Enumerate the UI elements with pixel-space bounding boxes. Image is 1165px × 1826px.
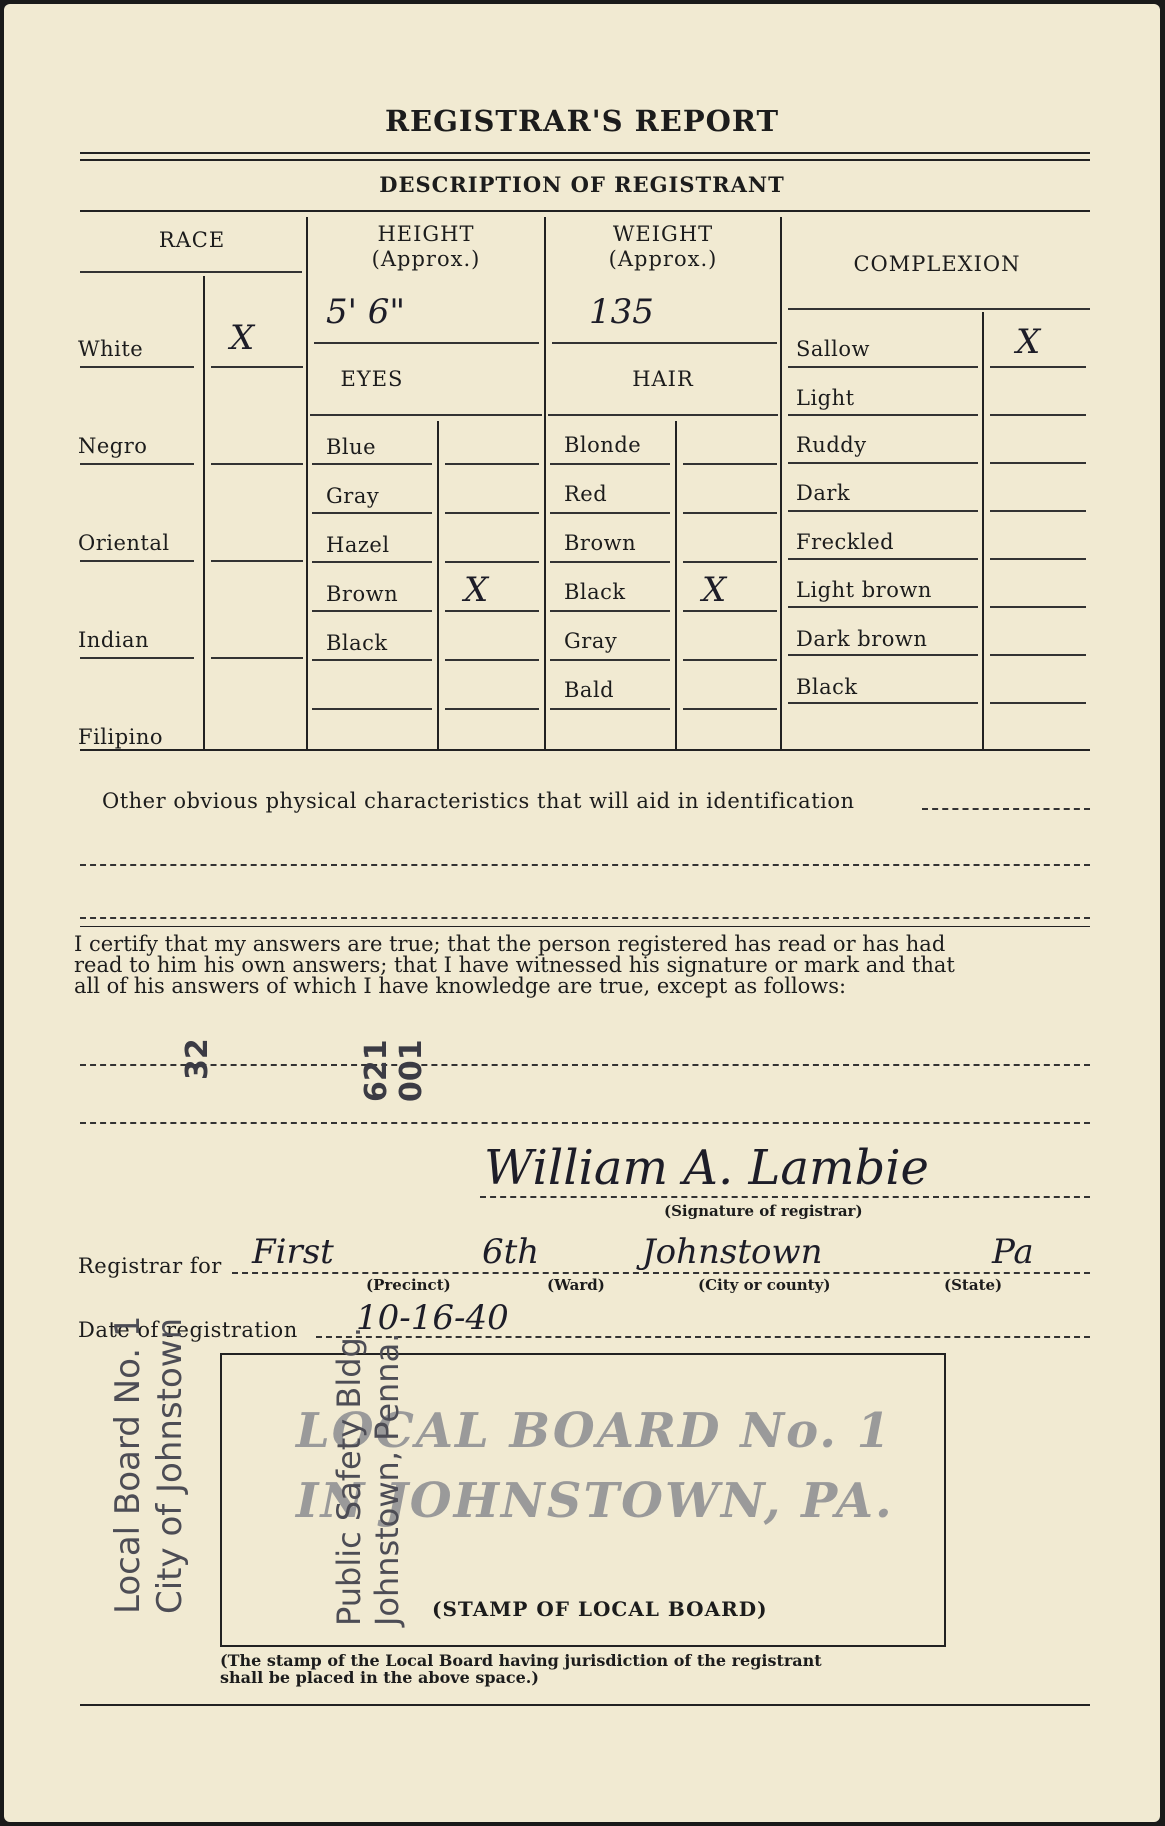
row-line bbox=[788, 654, 978, 656]
row-line bbox=[788, 366, 978, 368]
hair-header-line bbox=[548, 414, 778, 416]
height-value-line bbox=[314, 342, 539, 344]
race-line bbox=[80, 560, 194, 562]
complexion-freckled: Freckled bbox=[796, 530, 895, 554]
row-line bbox=[990, 654, 1086, 656]
signature-caption: (Signature of registrar) bbox=[664, 1202, 863, 1220]
other-line bbox=[80, 864, 1090, 866]
number-stamp-3: 001 bbox=[394, 1039, 429, 1102]
exceptions-line bbox=[80, 1122, 1090, 1124]
footer-note bbox=[220, 1652, 970, 1686]
complexion-divider bbox=[780, 217, 782, 751]
weight-value: 135 bbox=[589, 292, 654, 332]
row-line bbox=[445, 463, 539, 465]
table-bottom-rule bbox=[80, 749, 1090, 751]
stamp-line2: IN JOHNSTOWN, PA. bbox=[296, 1473, 894, 1529]
row-line bbox=[550, 708, 670, 710]
eyes-hazel: Hazel bbox=[326, 533, 390, 557]
stamp-box bbox=[220, 1353, 946, 1647]
eyes-black: Black bbox=[326, 631, 388, 655]
registrar-for-label: Registrar for bbox=[78, 1254, 222, 1278]
certify-line2: read to him his own answers; that I have witnessed his signature or mark and that bbox=[74, 953, 955, 977]
hair-brown: Brown bbox=[564, 531, 637, 555]
race-divider bbox=[203, 276, 205, 751]
row-line bbox=[550, 659, 670, 661]
row-line bbox=[312, 708, 432, 710]
report-title: REGISTRAR'S REPORT bbox=[384, 104, 780, 138]
race-header: RACE bbox=[158, 228, 226, 252]
title-rule-2 bbox=[80, 159, 1090, 161]
row-line bbox=[788, 462, 978, 464]
row-line bbox=[550, 512, 670, 514]
row-line bbox=[788, 702, 978, 704]
complexion-dark: Dark bbox=[796, 481, 851, 505]
row-line bbox=[683, 708, 777, 710]
other-line bbox=[922, 808, 1090, 810]
eyes-header: EYES bbox=[340, 367, 404, 391]
hair-gray: Gray bbox=[564, 629, 618, 653]
height-value: 5' 6" bbox=[326, 292, 406, 332]
number-stamp-2: 621 bbox=[359, 1039, 394, 1102]
title-rule-1 bbox=[80, 152, 1090, 154]
row-line bbox=[990, 510, 1086, 512]
row-line bbox=[445, 561, 539, 563]
section-rule bbox=[80, 926, 1090, 927]
race-mark-line bbox=[211, 657, 303, 659]
hair-black: Black bbox=[564, 580, 626, 604]
row-line bbox=[990, 702, 1086, 704]
complexion-black: Black bbox=[796, 675, 858, 699]
stamp-caption: (STAMP OF LOCAL BOARD) bbox=[432, 1597, 768, 1621]
complexion-ruddy: Ruddy bbox=[796, 433, 867, 457]
precinct-value: First bbox=[252, 1232, 334, 1272]
row-line bbox=[990, 366, 1086, 368]
row-line bbox=[445, 659, 539, 661]
row-line bbox=[990, 606, 1086, 608]
row-line bbox=[990, 558, 1086, 560]
row-line bbox=[990, 462, 1086, 464]
other-line bbox=[80, 917, 1090, 919]
race-line bbox=[80, 657, 194, 659]
row-line bbox=[683, 561, 777, 563]
row-line bbox=[550, 463, 670, 465]
state-caption: (State) bbox=[944, 1276, 1003, 1294]
row-line bbox=[683, 512, 777, 514]
row-line bbox=[445, 610, 539, 612]
eyes-brown-mark: X bbox=[464, 570, 489, 610]
eyes-gray: Gray bbox=[326, 484, 380, 508]
complexion-mark-divider bbox=[982, 312, 984, 751]
hair-red: Red bbox=[564, 482, 608, 506]
row-line bbox=[312, 659, 432, 661]
eyes-header-line bbox=[310, 414, 542, 416]
vertical-stamp-city: City of Johnstown bbox=[150, 1317, 190, 1614]
race-line bbox=[80, 463, 194, 465]
hair-divider bbox=[675, 421, 677, 751]
city-caption: (City or county) bbox=[698, 1276, 831, 1294]
row-line bbox=[445, 512, 539, 514]
row-line bbox=[683, 610, 777, 612]
date-value: 10-16-40 bbox=[356, 1298, 509, 1338]
race-white: White bbox=[78, 337, 144, 361]
hair-bald: Bald bbox=[564, 678, 615, 702]
weight-header-line1: WEIGHT bbox=[612, 222, 714, 246]
other-characteristics-label: Other obvious physical characteristics that will aid in identification bbox=[102, 789, 855, 813]
hair-blonde: Blonde bbox=[564, 433, 642, 457]
complexion-header: COMPLEXION bbox=[853, 252, 1021, 276]
registrar-signature: William A. Lambie bbox=[484, 1140, 929, 1196]
row-line bbox=[312, 463, 432, 465]
row-line bbox=[445, 708, 539, 710]
hair-header: HAIR bbox=[632, 367, 694, 391]
row-line bbox=[550, 610, 670, 612]
vertical-stamp-address: Johnstown, Penna. bbox=[368, 1332, 406, 1626]
certification-text bbox=[74, 934, 1094, 997]
row-line bbox=[788, 414, 978, 416]
date-label: Date of registration bbox=[78, 1318, 298, 1342]
table-top-rule bbox=[80, 210, 1090, 212]
height-divider bbox=[306, 217, 308, 751]
race-oriental: Oriental bbox=[78, 531, 170, 555]
ward-value: 6th bbox=[482, 1232, 540, 1272]
height-header-line1: HEIGHT bbox=[377, 222, 475, 246]
precinct-caption: (Precinct) bbox=[366, 1276, 451, 1294]
height-header bbox=[308, 222, 544, 272]
city-value: Johnstown bbox=[642, 1232, 823, 1272]
stamp-line1: LOCAL BOARD No. 1 bbox=[296, 1403, 893, 1459]
row-line bbox=[788, 510, 978, 512]
eyes-blue: Blue bbox=[326, 435, 377, 459]
row-line bbox=[990, 414, 1086, 416]
race-white-mark: X bbox=[230, 318, 255, 358]
weight-header bbox=[546, 222, 780, 272]
row-line bbox=[312, 561, 432, 563]
hair-black-mark: X bbox=[702, 570, 727, 610]
bottom-rule bbox=[80, 1704, 1090, 1706]
vertical-stamp-board: Local Board No. 1 bbox=[108, 1315, 148, 1614]
state-value: Pa bbox=[992, 1232, 1034, 1272]
footer-line2: shall be placed in the above space.) bbox=[220, 1668, 539, 1687]
race-indian: Indian bbox=[78, 628, 150, 652]
complexion-light-brown: Light brown bbox=[796, 578, 932, 602]
signature-line bbox=[480, 1196, 1090, 1198]
registrar-line bbox=[232, 1272, 1090, 1274]
race-filipino: Filipino bbox=[78, 725, 164, 749]
row-line bbox=[312, 512, 432, 514]
number-stamp-1: 32 bbox=[180, 1038, 215, 1080]
height-header-line2: (Approx.) bbox=[371, 247, 481, 271]
exceptions-line bbox=[80, 1064, 1090, 1066]
vertical-stamp-building: Public Safety Bldg. bbox=[330, 1326, 368, 1626]
race-negro: Negro bbox=[78, 434, 148, 458]
row-line bbox=[788, 558, 978, 560]
weight-value-line bbox=[552, 342, 777, 344]
registration-card bbox=[4, 4, 1160, 1822]
complexion-dark-brown: Dark brown bbox=[796, 627, 928, 651]
ward-caption: (Ward) bbox=[547, 1276, 605, 1294]
weight-divider bbox=[544, 217, 546, 751]
complexion-sallow: Sallow bbox=[796, 337, 870, 361]
row-line bbox=[683, 463, 777, 465]
race-mark-line bbox=[211, 463, 303, 465]
weight-header-line2: (Approx.) bbox=[608, 247, 718, 271]
certify-line3: all of his answers of which I have knowledge are true, except as follows: bbox=[74, 974, 847, 998]
race-mark-line bbox=[211, 366, 303, 368]
section-title: DESCRIPTION OF REGISTRANT bbox=[379, 172, 785, 197]
complexion-header-line bbox=[788, 308, 1090, 310]
row-line bbox=[550, 561, 670, 563]
eyes-divider bbox=[437, 421, 439, 751]
race-mark-line bbox=[211, 560, 303, 562]
row-line bbox=[683, 659, 777, 661]
certify-line1: I certify that my answers are true; that the person registered has read or has had bbox=[74, 932, 946, 956]
race-header-line bbox=[80, 271, 302, 273]
row-line bbox=[312, 610, 432, 612]
race-line bbox=[80, 366, 194, 368]
eyes-brown: Brown bbox=[326, 582, 399, 606]
row-line bbox=[788, 606, 978, 608]
footer-line1: (The stamp of the Local Board having jurisdiction of the registrant bbox=[220, 1651, 822, 1670]
complexion-light: Light bbox=[796, 386, 855, 410]
complexion-sallow-mark: X bbox=[1016, 322, 1041, 362]
